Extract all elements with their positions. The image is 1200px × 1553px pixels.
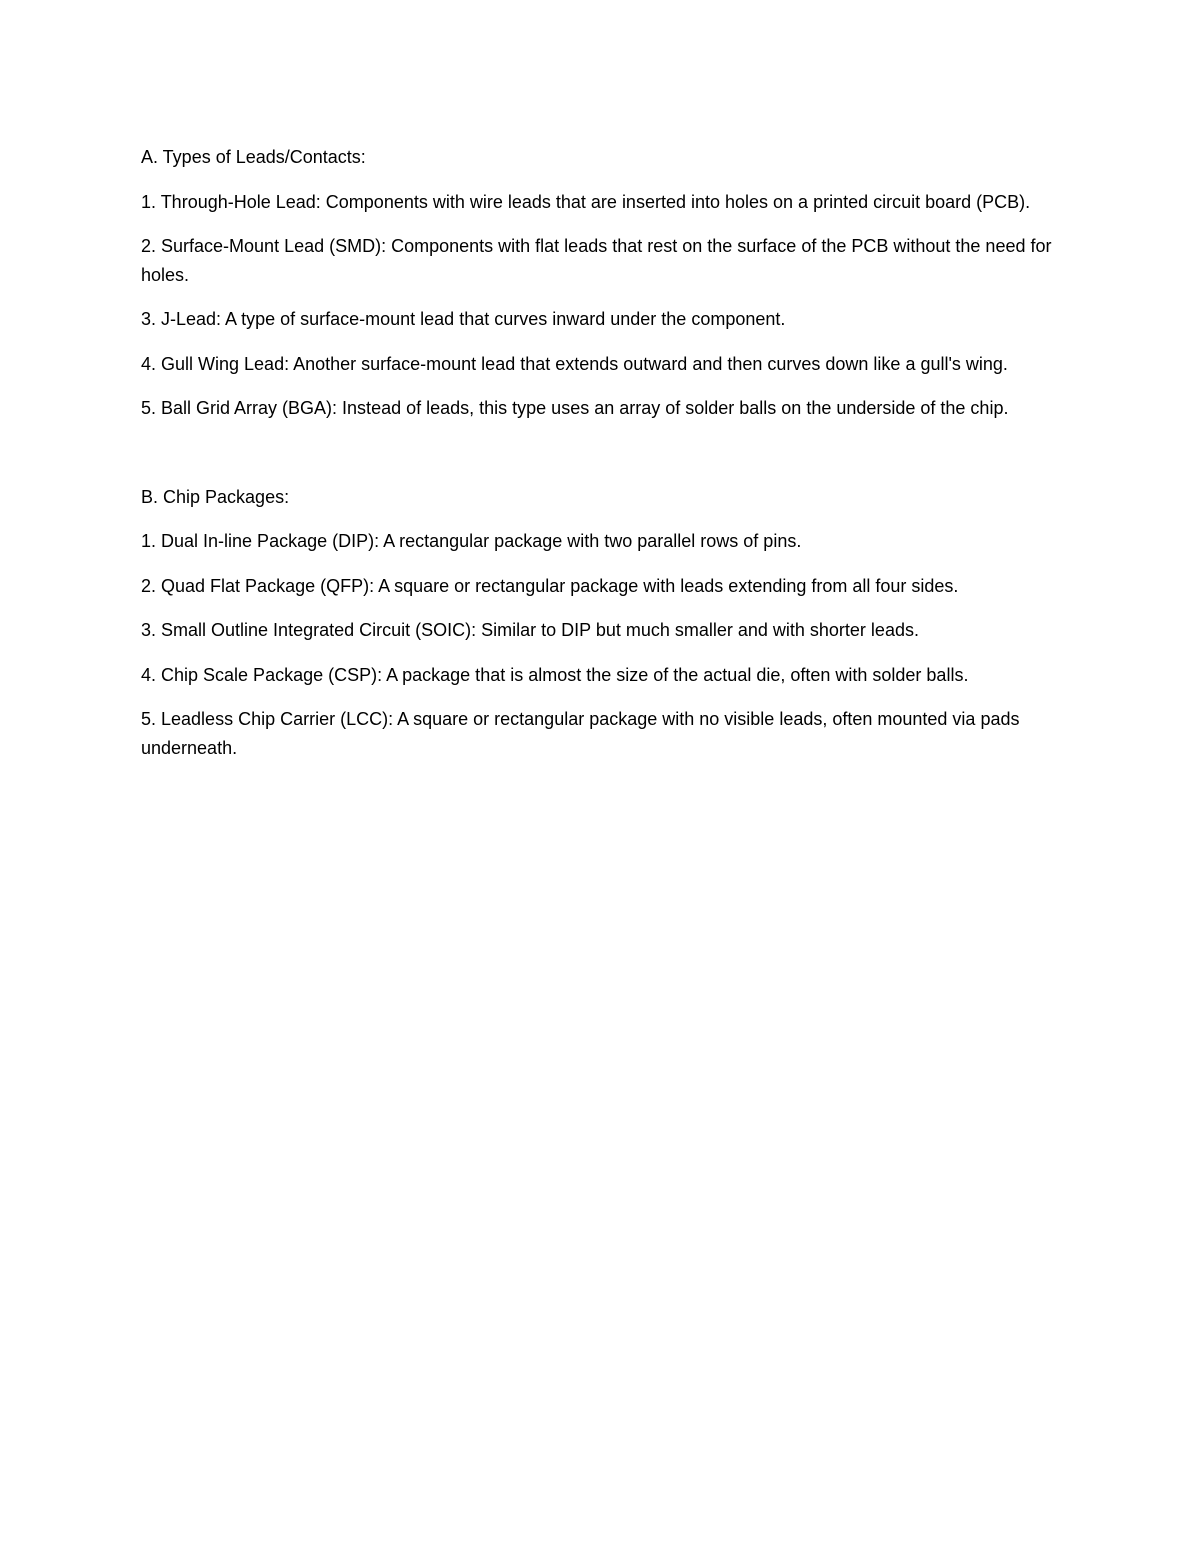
list-item: 4. Gull Wing Lead: Another surface-mount lead that extends outward and then curves down like a gull's wing.: [141, 353, 1008, 374]
list-item: 5. Ball Grid Array (BGA): Instead of leads, this type uses an array of solder balls on the underside of the chip.: [141, 398, 1009, 418]
section-spacer: [141, 439, 1066, 483]
list-item: 4. Chip Scale Package (CSP): A package that is almost the size of the actual die, often with solder balls.: [141, 664, 969, 685]
list-item: 2. Quad Flat Package (QFP): A square or rectangular package with leads extending from all four sides.: [141, 575, 959, 596]
list-item: 2. Surface-Mount Lead (SMD): Components with flat leads that rest on the surface of the PCB without the need for holes.: [141, 236, 1052, 285]
list-item: 3. Small Outline Integrated Circuit (SOIC): Similar to DIP but much smaller and with shorter leads.: [141, 620, 919, 640]
list-item: 3. J-Lead: A type of surface-mount lead that curves inward under the component.: [141, 309, 786, 329]
list-item: 1. Dual In-line Package (DIP): A rectangular package with two parallel rows of pins.: [141, 531, 802, 551]
document-body: [141, 143, 1066, 778]
list-item: 5. Leadless Chip Carrier (LCC): A square or rectangular package with no visible leads, often mounted via pads underneath.: [141, 709, 1020, 758]
section-b-heading: B. Chip Packages:: [141, 486, 290, 507]
list-item: 1. Through-Hole Lead: Components with wire leads that are inserted into holes on a printed circuit board (PCB).: [141, 191, 1031, 212]
section-a-heading: A. Types of Leads/Contacts:: [141, 147, 366, 167]
